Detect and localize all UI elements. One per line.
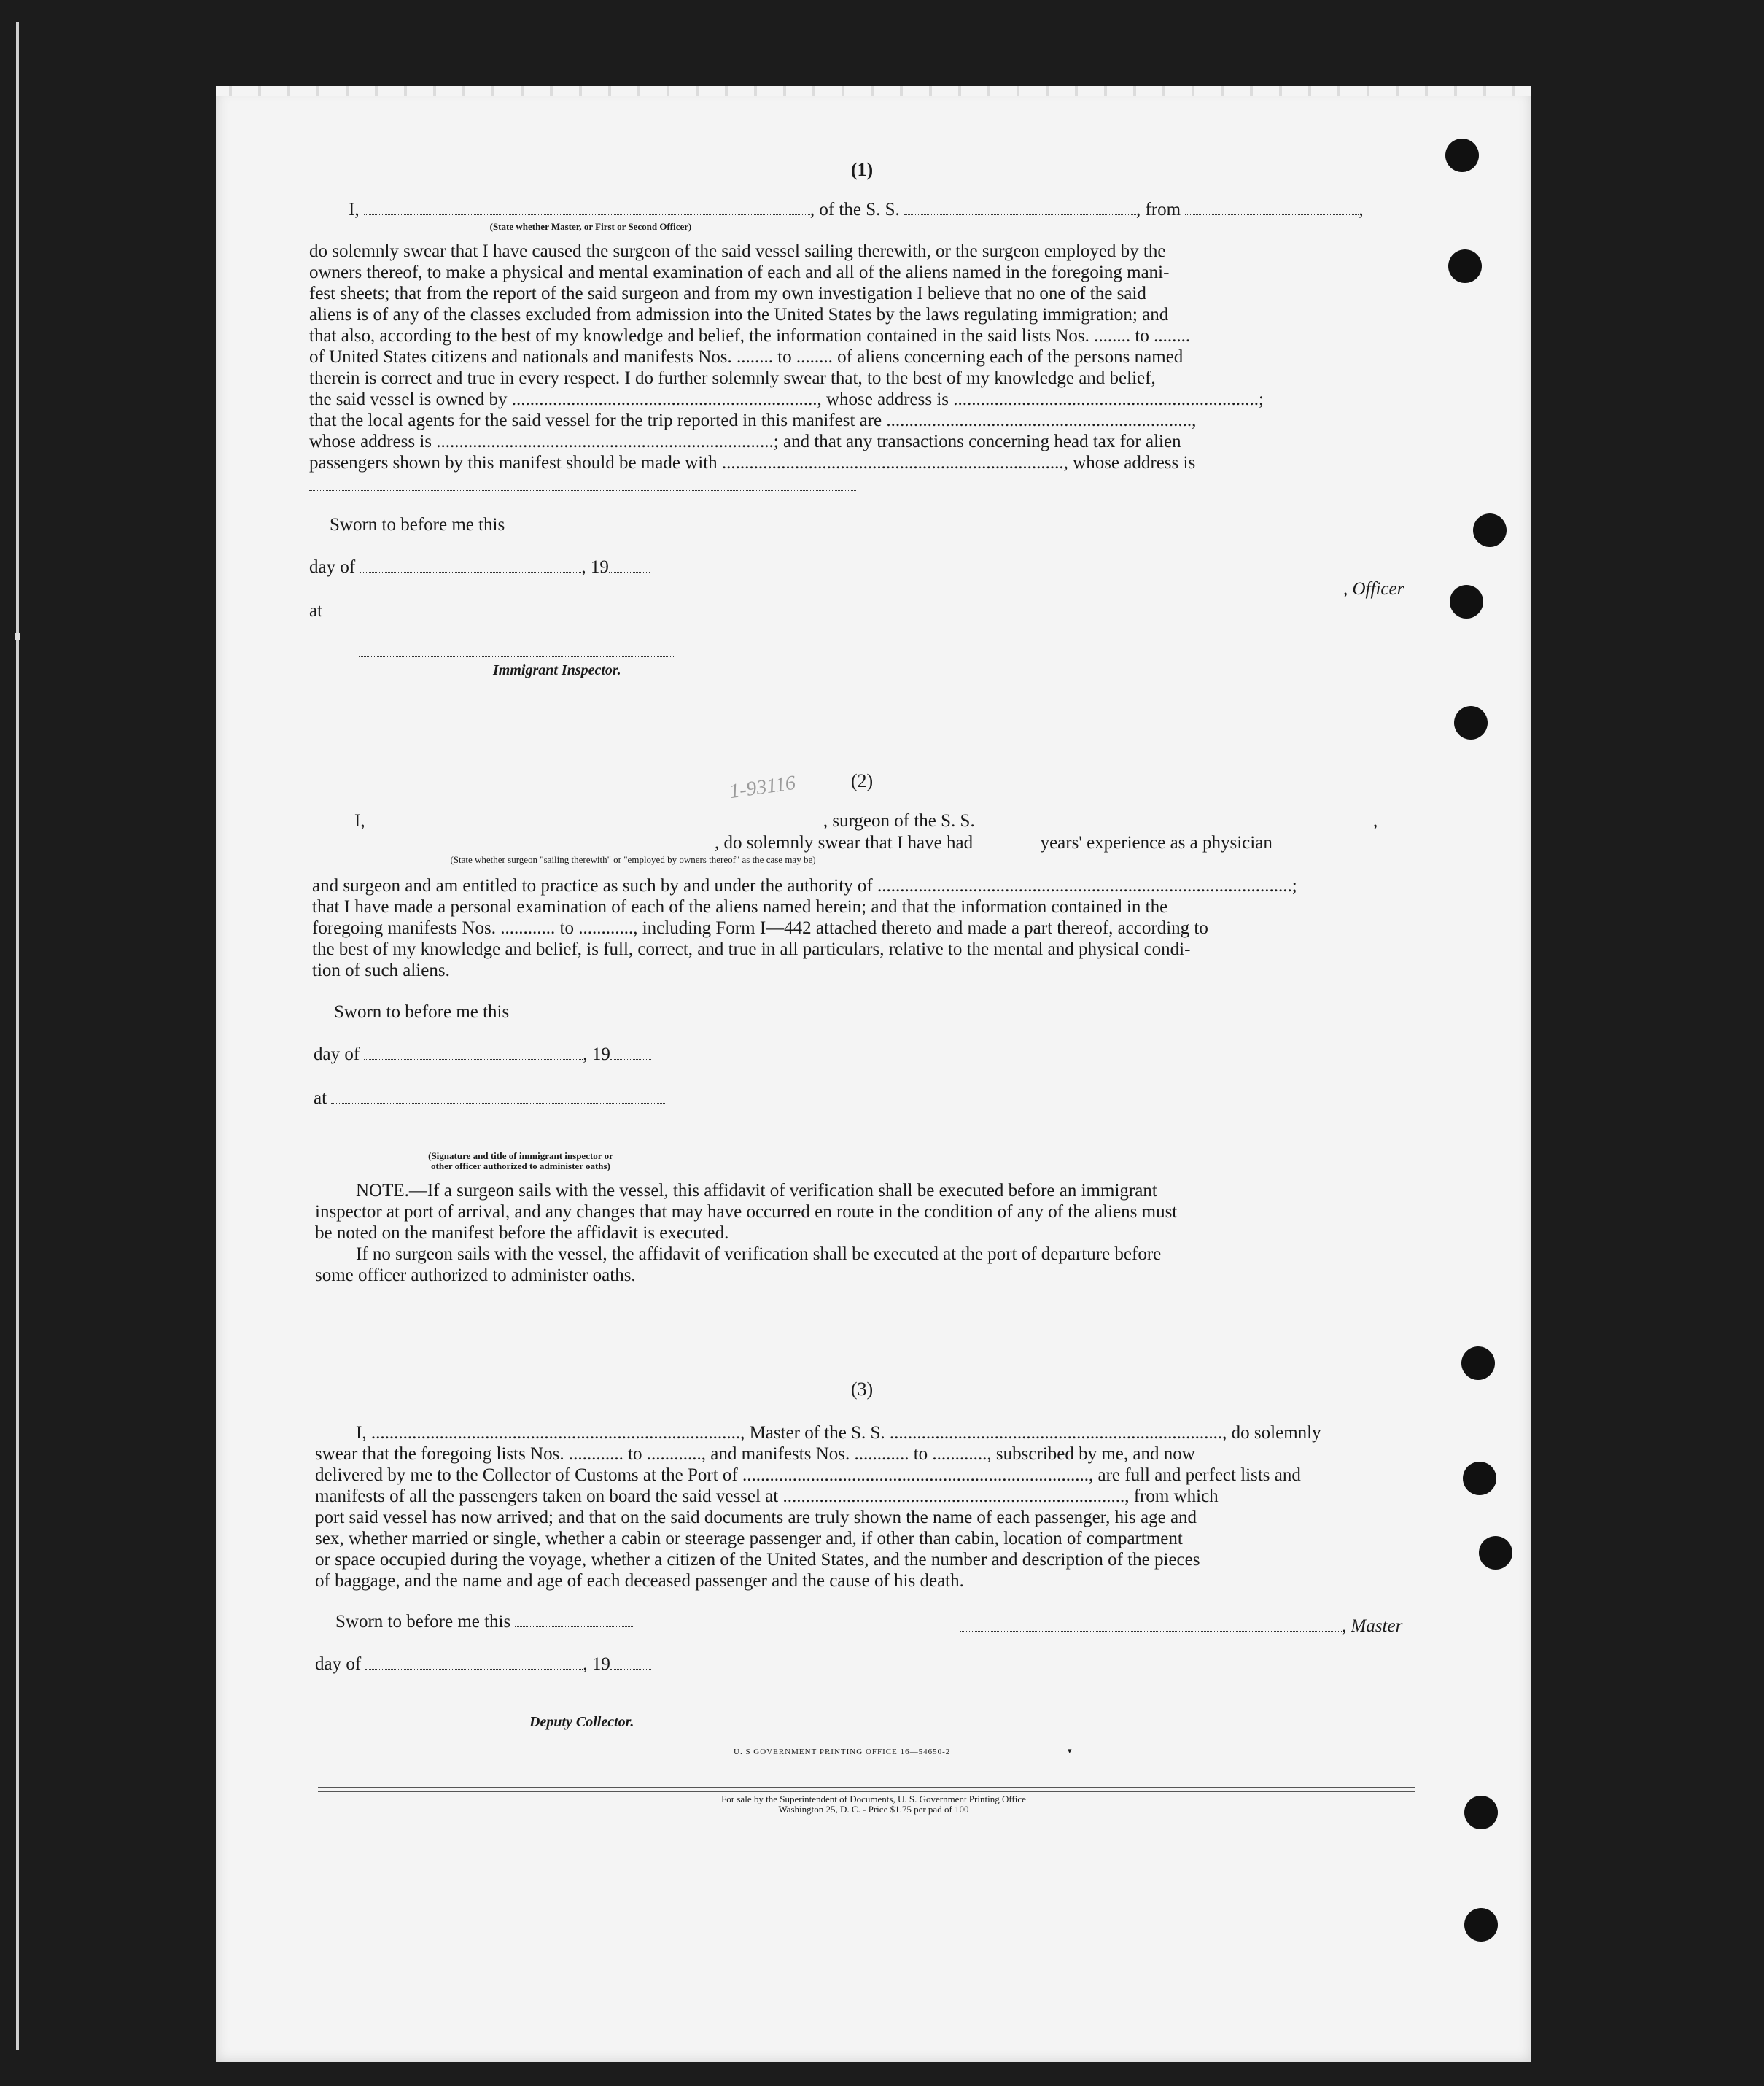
film-edge-mark <box>15 633 20 640</box>
footer-rule-2 <box>318 1791 1415 1792</box>
s1-body-line: passengers shown by this manifest should be made with ..........................................................................., whose address is <box>309 453 1196 473</box>
s3-deputy-caption: Deputy Collector. <box>529 1714 634 1730</box>
s3-dayof-label: day of <box>315 1654 362 1674</box>
punch-hole <box>1473 513 1507 547</box>
section-3-body <box>315 1422 1416 1591</box>
punch-hole <box>1454 706 1488 740</box>
s1-body-line: that also, according to the best of my knowledge and belief, the information contained in the said lists Nos. ........ to ........ <box>309 326 1191 346</box>
s2-sig-caption-2: other officer authorized to administer oaths) <box>431 1160 610 1171</box>
s2-l2-years: years' experience as a physician <box>1040 833 1273 853</box>
s3-nineteen: , 19 <box>583 1654 610 1674</box>
s1-l1-i: I, <box>349 200 360 220</box>
s2-body-line: and surgeon and am entitled to practice as such by and under the authority of ...........................................................................................; <box>312 876 1297 896</box>
s1-inspector-caption: Immigrant Inspector. <box>493 662 621 678</box>
s2-sworn <box>334 1002 630 1023</box>
note-label: NOTE. <box>356 1181 409 1201</box>
s3-deputy-line <box>363 1695 680 1715</box>
s1-sworn-label: Sworn to before me this <box>330 515 505 535</box>
torn-top-edge <box>216 86 1531 96</box>
s3-body-line: or space occupied during the voyage, whether a citizen of the United States, and the number and description of the pieces <box>315 1550 1200 1570</box>
s2-l1-comma: , <box>1372 811 1378 831</box>
s2-dayof-label: day of <box>314 1044 360 1064</box>
film-edge-line <box>16 22 19 2050</box>
section-2-number: (2) <box>850 770 874 791</box>
s1-line1 <box>349 200 1364 220</box>
s1-at-label: at <box>309 601 323 621</box>
s1-l1-from: , from <box>1136 200 1181 220</box>
s2-note-surgeon: (State whether surgeon "sailing therewith" or "employed by owners thereof" as the case may be) <box>450 854 816 865</box>
s2-body-line: tion of such aliens. <box>312 961 450 980</box>
note2-line: some officer authorized to administer oaths. <box>315 1265 636 1285</box>
s2-l1-i: I, <box>354 811 365 831</box>
s2-line2 <box>312 833 1273 853</box>
footer-line-1: For sale by the Superintendent of Documents, U. S. Government Printing Office <box>721 1794 1026 1804</box>
s2-body-line: foregoing manifests Nos. ............ to ............, including Form I—442 attached thereto and made a part thereof, according to <box>312 918 1208 938</box>
s3-master-line <box>960 1616 1402 1637</box>
stamp-number: 1-93116 <box>728 771 797 804</box>
s1-body-line: the said vessel is owned by ..................................................................., whose address is ...................................................................; <box>309 389 1264 409</box>
s1-officer-line-2 <box>952 579 1404 600</box>
s2-at <box>314 1088 665 1109</box>
s2-body-line: the best of my knowledge and belief, is full, correct, and true in all particulars, relative to the mental and physical condi- <box>312 939 1191 959</box>
s2-sworn-label: Sworn to before me this <box>334 1002 510 1022</box>
s1-l1-ss: , of the S. S. <box>809 200 900 220</box>
s1-body-line: do solemnly swear that I have caused the surgeon of the said vessel sailing therewith, or the surgeon employed by the <box>309 241 1166 261</box>
s1-trailing-fill <box>309 476 856 496</box>
s1-l1-comma: , <box>1359 200 1364 220</box>
s2-sig-caption-1: (Signature and title of immigrant inspector or <box>428 1150 613 1161</box>
gpo-mark: ▾ <box>1068 1747 1073 1756</box>
s3-body-line: swear that the foregoing lists Nos. ............ to ............, and manifests Nos. ............ to ............, subscribed by me, and now <box>315 1444 1195 1464</box>
s2-at-label: at <box>314 1088 327 1108</box>
s1-body-line: therein is correct and true in every respect. I do further solemnly swear that, to the best of my knowledge and belief, <box>309 368 1156 388</box>
punch-hole <box>1445 139 1479 172</box>
s3-body-line: sex, whether married or single, whether a cabin or steerage passenger and, if other than cabin, location of compartment <box>315 1529 1183 1548</box>
punch-hole <box>1479 1536 1512 1570</box>
section-2 <box>309 770 1415 792</box>
s1-dayof <box>309 557 650 578</box>
section-1-number: (1) <box>850 159 874 180</box>
section-3-number: (3) <box>850 1379 874 1400</box>
s1-officer-line-1 <box>952 515 1409 535</box>
punch-hole <box>1450 585 1483 619</box>
punch-hole <box>1448 249 1482 283</box>
s1-body-line: that the local agents for the said vessel for the trip reported in this manifest are ..................................................................., <box>309 411 1197 430</box>
s1-at <box>309 601 662 621</box>
s3-body-line: of baggage, and the name and age of each deceased passenger and the cause of his death. <box>315 1571 964 1591</box>
s2-line1 <box>354 811 1378 831</box>
punch-hole <box>1463 1462 1496 1495</box>
s1-body-line: aliens is of any of the classes excluded from admission into the United States by the laws regulating immigration; and <box>309 305 1169 325</box>
section-3 <box>309 1379 1415 1400</box>
s2-l2-swear: , do solemnly swear that I have had <box>715 833 974 853</box>
s3-dayof <box>315 1654 651 1675</box>
footer-rule-1 <box>318 1787 1415 1788</box>
s3-master-label: , Master <box>1342 1616 1403 1636</box>
s1-body-line: whose address is ..........................................................................; and that any transactions concerning head tax for alien <box>309 432 1181 451</box>
note2-first-line: If no surgeon sails with the vessel, the affidavit of verification shall be executed at the port of departure before <box>356 1244 1162 1264</box>
s1-officer-label: , Officer <box>1343 579 1404 599</box>
s3-body-line: port said vessel has now arrived; and that on the said documents are truly shown the name of each passenger, his age and <box>315 1508 1197 1527</box>
section-1-body <box>309 241 1415 473</box>
section-1 <box>309 159 1415 181</box>
footer-line-2: Washington 25, D. C. - Price $1.75 per pad of 100 <box>778 1804 969 1815</box>
note-line: be noted on the manifest before the affidavit is executed. <box>315 1223 729 1243</box>
s1-body-line: of United States citizens and nationals and manifests Nos. ........ to ........ of aliens concerning each of the persons named <box>309 347 1184 367</box>
section-2-note <box>315 1180 1415 1286</box>
note-line: inspector at port of arrival, and any changes that may have occurred en route in the condition of any of the aliens must <box>315 1202 1178 1222</box>
s3-body-line: delivered by me to the Collector of Customs at the Port of ............................................................................, are full and perfect lists and <box>315 1465 1301 1485</box>
note-first-line <box>315 1180 1415 1201</box>
s2-signature-line <box>957 1002 1413 1023</box>
s2-body-line: that I have made a personal examination of each of the aliens named herein; and that the information contained in the <box>312 897 1168 917</box>
punch-hole <box>1464 1908 1498 1942</box>
s3-body-line: I, ................................................................................., Master of the S. S. ........................................................................., do solemnly <box>356 1423 1321 1443</box>
s2-dayof <box>314 1044 651 1065</box>
s2-inspector-line <box>363 1129 678 1149</box>
s3-sworn <box>335 1612 633 1632</box>
s1-inspector-line <box>359 642 675 662</box>
s3-sworn-label: Sworn to before me this <box>335 1612 511 1632</box>
s1-dayof-label: day of <box>309 557 356 577</box>
s1-body-line: owners thereof, to make a physical and mental examination of each and all of the aliens named in the foregoing mani- <box>309 263 1170 282</box>
s1-note-officer: (State whether Master, or First or Second Officer) <box>489 221 692 232</box>
s1-body-line: fest sheets; that from the report of the said surgeon and from my own investigation I believe that no one of the said <box>309 284 1146 303</box>
s1-nineteen: , 19 <box>581 557 609 577</box>
s2-nineteen: , 19 <box>583 1044 610 1064</box>
gpo-imprint: U. S GOVERNMENT PRINTING OFFICE 16—54650-2 <box>734 1748 951 1756</box>
s3-body-line: manifests of all the passengers taken on board the said vessel at ..........................................................................., from which <box>315 1486 1219 1506</box>
note-text: —If a surgeon sails with the vessel, this affidavit of verification shall be executed before an immigrant <box>408 1181 1157 1201</box>
section-2-body <box>312 875 1415 981</box>
s1-sworn <box>330 515 627 535</box>
s2-l1-ss: , surgeon of the S. S. <box>823 811 975 831</box>
punch-hole <box>1461 1346 1495 1380</box>
